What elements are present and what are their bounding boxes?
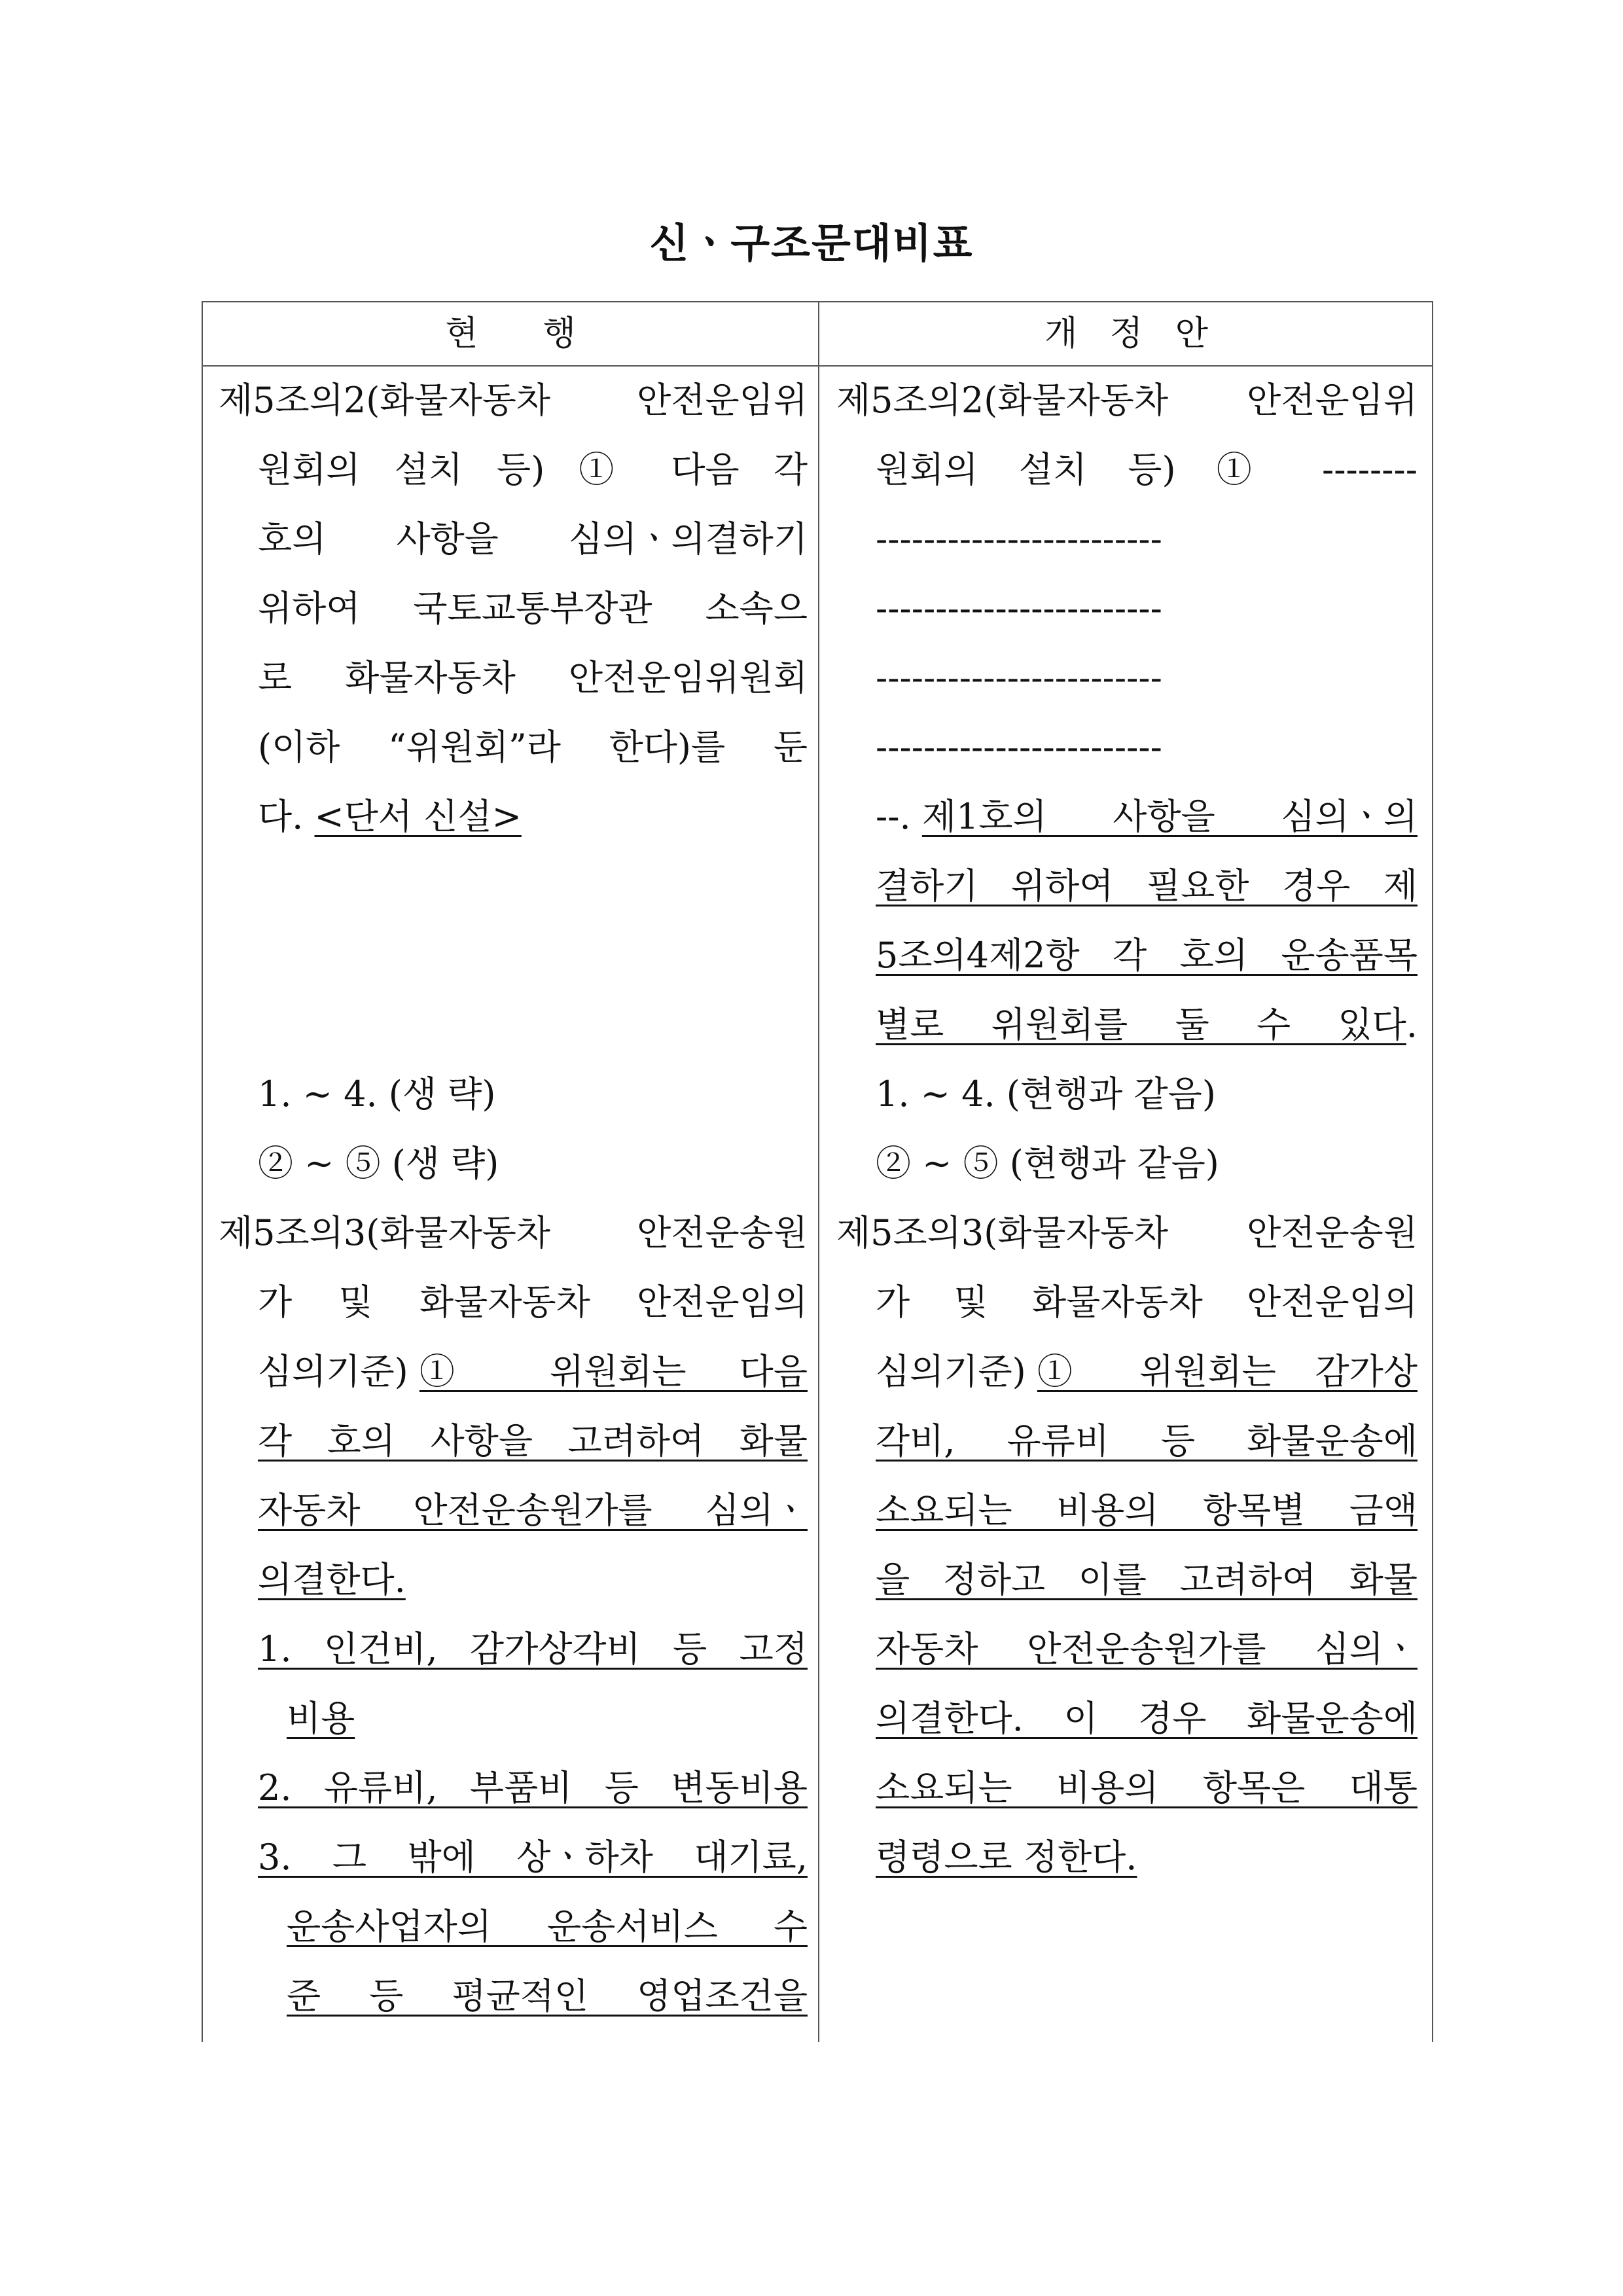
current-line: (이하 “위원회”라 한다)를 둔 [258, 726, 808, 768]
current-line: 제5조의3(화물자동차 안전운송원 [219, 1212, 808, 1253]
amendment-line: 가 및 화물자동차 안전운임의 [876, 1282, 1418, 1323]
amendment-line [876, 1338, 1418, 1406]
amendment-line: 제5조의3(화물자동차 안전운송원 [836, 1212, 1418, 1253]
header-amendment: 개 정 안 [1044, 314, 1208, 353]
current-line: ② ∼ ⑤ (생 략) [258, 1143, 499, 1184]
amendment-line: 령령으로 정한다. [876, 1837, 1137, 1878]
amendment-line: 을 정하고 이를 고려하여 화물 [876, 1559, 1418, 1600]
amendment-line: 결하기 위하여 필요한 경우 제 [876, 865, 1418, 906]
amendment-line: ② ∼ ⑤ (현행과 같음) [876, 1143, 1219, 1184]
current-line-underlined: ① 위원회는 다음 [419, 1351, 808, 1392]
current-line: 1. ∼ 4. (생 략) [258, 1073, 496, 1115]
amendment-line [876, 783, 1418, 851]
amendment-line: ------------------------ [876, 726, 1162, 768]
current-line: 3. 그 밖에 상ㆍ하차 대기료, [258, 1837, 808, 1878]
amendment-line: 원회의 설치 등) ① -------- [876, 449, 1418, 490]
amendment-line: ------------------------ [876, 518, 1162, 560]
amendment-line-text: . [1406, 1004, 1418, 1045]
column-divider [818, 302, 819, 2042]
amendment-line-underlined: 별로 위원회를 둘 수 있다 [876, 1004, 1406, 1045]
amendment-line: 각비, 유류비 등 화물운송에 [876, 1420, 1418, 1462]
amendment-line-text: --. [876, 796, 922, 837]
amendment-line: 소요되는 비용의 항목은 대통 [876, 1767, 1418, 1808]
current-line: 로 화물자동차 안전운임위원회 [258, 657, 808, 698]
current-line: 자동차 안전운송원가를 심의ㆍ [258, 1490, 808, 1531]
current-line: 제5조의2(화물자동차 안전운임위 [219, 380, 808, 421]
amendment-line: 5조의4제2항 각 호의 운송품목 [876, 935, 1418, 976]
amendment-line: 제5조의2(화물자동차 안전운임위 [836, 380, 1418, 421]
current-line: 운송사업자의 운송서비스 수 [287, 1906, 808, 1947]
current-line: 1. 인건비, 감가상각비 등 고정 [258, 1628, 808, 1670]
current-line: 의결한다. [258, 1559, 406, 1600]
amendment-line: 1. ∼ 4. (현행과 같음) [876, 1073, 1216, 1115]
amendment-line: 의결한다. 이 경우 화물운송에 [876, 1698, 1418, 1739]
current-line: 비용 [287, 1698, 355, 1739]
amendment-line: 자동차 안전운송원가를 심의ㆍ [876, 1628, 1418, 1670]
amendment-line-underlined: 제1호의 사항을 심의ㆍ의 [921, 796, 1418, 837]
current-line-text: 다. [258, 796, 315, 837]
current-line [258, 1338, 808, 1406]
current-line: 위하여 국토교통부장관 소속으 [258, 588, 808, 629]
current-line: 원회의 설치 등) ① 다음 각 [258, 449, 808, 490]
amendment-line: ------------------------ [876, 588, 1162, 629]
current-line [258, 783, 522, 851]
amendment-line [876, 991, 1418, 1059]
current-line: 준 등 평균적인 영업조건을 [287, 1975, 808, 2017]
table-header-row [203, 302, 1432, 367]
amendment-line-underlined: ① 위원회는 감가상 [1037, 1351, 1418, 1392]
header-current: 현 행 [445, 314, 576, 353]
amendment-line: ------------------------ [876, 657, 1162, 698]
current-line: 호의 사항을 심의ㆍ의결하기 [258, 518, 808, 560]
current-line: 2. 유류비, 부품비 등 변동비용 [258, 1767, 808, 1808]
current-line-text: 심의기준) [258, 1351, 419, 1392]
amendment-line: 소요되는 비용의 항목별 금액 [876, 1490, 1418, 1531]
current-line: 각 호의 사항을 고려하여 화물 [258, 1420, 808, 1462]
page-title: 신ㆍ구조문대비표 [649, 219, 974, 267]
amendment-line-text: 심의기준) [876, 1351, 1037, 1392]
comparison-table [202, 301, 1433, 2042]
current-line: 가 및 화물자동차 안전운임의 [258, 1282, 808, 1323]
new-proviso-note: <단서 신설> [314, 796, 522, 837]
